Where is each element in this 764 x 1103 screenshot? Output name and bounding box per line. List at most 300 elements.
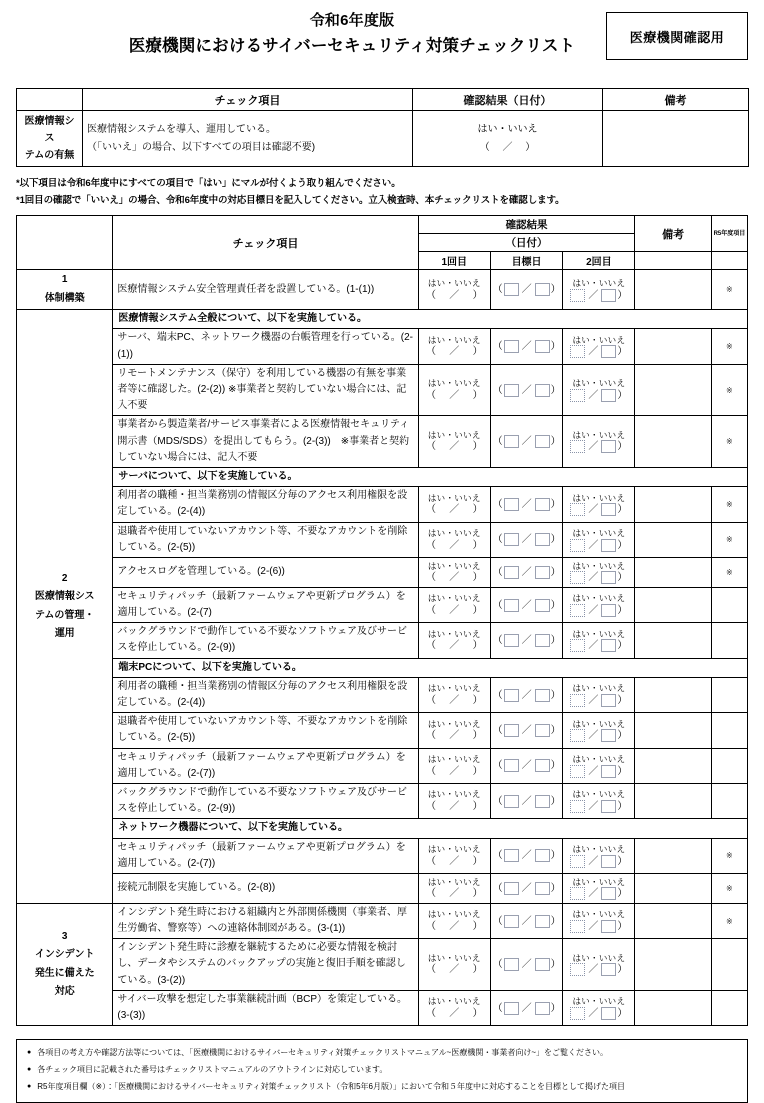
date-entry[interactable]: ／ ） [563, 604, 634, 617]
yes-no-label[interactable]: はい・いいえ [427, 429, 481, 440]
month-box[interactable] [570, 800, 585, 813]
r5-marker-cell [711, 783, 747, 818]
r5-marker-cell [711, 939, 747, 991]
checklist-row [17, 623, 748, 658]
r5-marker-cell: ※ [711, 416, 747, 468]
month-box[interactable] [504, 689, 519, 702]
target-date-entry[interactable]: （ ／ ） [492, 436, 561, 448]
section-subheading: 医療情報システム全般について、以下を実施している。 [113, 310, 748, 329]
month-box[interactable] [504, 435, 519, 448]
yes-no-label[interactable]: はい・いいえ [427, 628, 481, 639]
date-entry[interactable]: （ ／ ） [426, 346, 483, 358]
result-cell-first[interactable] [418, 838, 490, 873]
date-entry[interactable]: （ ／ ） [426, 1007, 483, 1019]
month-box[interactable] [570, 289, 585, 302]
yes-no-label[interactable]: はい・いいえ [572, 560, 626, 571]
day-box[interactable] [535, 384, 550, 397]
yes-no-label[interactable]: はい・いいえ [427, 876, 481, 887]
yes-no-label[interactable]: はい・いいえ [572, 429, 626, 440]
yes-no-label[interactable]: はい・いいえ [427, 789, 481, 800]
date-entry[interactable]: ／ ） [563, 440, 634, 453]
date-entry[interactable]: （ ／ ） [426, 572, 483, 584]
date-entry[interactable]: （ ／ ） [426, 539, 483, 551]
main-biko-header: 備考 [635, 216, 711, 252]
date-entry[interactable]: ／ ） [563, 503, 634, 516]
table-a-row [17, 111, 749, 167]
date-entry[interactable]: ／ ） [563, 289, 634, 302]
yes-no-label[interactable]: はい・いいえ [427, 277, 481, 288]
target-date-entry[interactable]: （ ／ ） [492, 341, 561, 353]
checklist-row [17, 416, 748, 468]
result-cell-first[interactable] [418, 677, 490, 712]
table-a-category [17, 111, 83, 167]
yes-no-label[interactable]: はい・いいえ [572, 593, 626, 604]
result-cell-first[interactable] [418, 329, 490, 364]
month-box[interactable] [570, 345, 585, 358]
result-cell-target-date[interactable] [490, 990, 562, 1025]
date-entry[interactable]: ／ ） [563, 345, 634, 358]
biko-cell[interactable] [635, 487, 711, 522]
result-cell-second[interactable] [563, 416, 635, 468]
day-box[interactable] [535, 634, 550, 647]
month-box[interactable] [504, 498, 519, 511]
month-box[interactable] [570, 729, 585, 742]
biko-cell[interactable] [635, 677, 711, 712]
yes-no-label[interactable]: はい・いいえ [572, 952, 626, 963]
yes-no-label[interactable]: はい・いいえ [572, 843, 626, 854]
result-cell-target-date[interactable] [490, 557, 562, 587]
date-entry[interactable]: （ ／ ） [426, 800, 483, 812]
result-cell-target-date[interactable] [490, 873, 562, 903]
result-cell-first[interactable] [418, 939, 490, 991]
result-cell-target-date[interactable] [490, 587, 562, 622]
main-date-header: （日付） [418, 234, 635, 252]
result-cell-target-date[interactable] [490, 783, 562, 818]
day-box[interactable] [601, 729, 616, 742]
checklist-item-text: バックグラウンドで動作している不要なソフトウェア及びサービスを停止している。(2-(9)) [113, 783, 418, 818]
target-date-entry[interactable]: （ ／ ） [492, 534, 561, 546]
target-date-entry[interactable]: （ ／ ） [492, 959, 561, 971]
checklist-row [17, 487, 748, 522]
date-entry[interactable]: （ ／ ） [426, 920, 483, 932]
month-box[interactable] [504, 340, 519, 353]
footer-note [25, 1062, 741, 1079]
checklist-item-text: セキュリティパッチ（最新ファームウェアや更新プログラム）を適用している。(2-(7)) [113, 838, 418, 873]
yes-no-label[interactable]: はい・いいえ [427, 909, 481, 920]
result-cell-second[interactable] [563, 329, 635, 364]
month-box[interactable] [504, 384, 519, 397]
bullet-icon: ● [27, 1049, 32, 1057]
day-box[interactable] [601, 1007, 616, 1020]
date-entry[interactable]: ／ ） [563, 639, 634, 652]
biko-cell[interactable] [635, 990, 711, 1025]
month-box[interactable] [570, 887, 585, 900]
main-header-row-1 [17, 216, 748, 234]
date-entry[interactable]: ／ ） [563, 539, 634, 552]
result-cell-second[interactable] [563, 587, 635, 622]
date-entry[interactable]: ／ ） [563, 694, 634, 707]
checklist-item-text: 事業者から製造業者/サービス事業者による医療情報セキュリティ開示書（MDS/SDS）を提出してもらう。(2-(3)) ※事業者と契約していない場合には、記入不要 [113, 416, 418, 468]
r5-marker-cell: ※ [711, 903, 747, 938]
yes-no-label[interactable]: はい・いいえ [427, 952, 481, 963]
month-box[interactable] [570, 571, 585, 584]
result-cell-target-date[interactable] [490, 416, 562, 468]
yes-no-label[interactable]: はい・いいえ [427, 843, 481, 854]
day-box[interactable] [535, 724, 550, 737]
yes-no-label[interactable]: はい・いいえ [427, 560, 481, 571]
month-box[interactable] [504, 958, 519, 971]
section-subheading: サーバについて、以下を実施している。 [113, 467, 748, 486]
day-box[interactable] [535, 283, 550, 296]
result-cell-first[interactable] [418, 364, 490, 416]
day-box[interactable] [601, 920, 616, 933]
yes-no-label[interactable]: はい・いいえ [572, 996, 626, 1007]
day-box[interactable] [601, 503, 616, 516]
date-entry[interactable]: （ ／ ） [426, 504, 483, 516]
target-date-entry[interactable]: （ ／ ） [492, 566, 561, 578]
day-box[interactable] [535, 435, 550, 448]
day-box[interactable] [535, 599, 550, 612]
biko-cell[interactable] [635, 416, 711, 468]
date-entry[interactable]: （ ／ ） [426, 640, 483, 652]
main-r5-header: R5年度項目 [711, 216, 747, 252]
result-cell-second[interactable] [563, 623, 635, 658]
yes-no-label[interactable]: はい・いいえ [572, 492, 626, 503]
day-box[interactable] [601, 289, 616, 302]
yes-no-label[interactable]: はい・いいえ [572, 628, 626, 639]
main-checklist-table [16, 215, 748, 1026]
day-box[interactable] [601, 963, 616, 976]
date-entry[interactable]: （ ／ ） [426, 389, 483, 401]
result-cell-first[interactable] [418, 783, 490, 818]
target-date-entry[interactable]: （ ／ ） [492, 689, 561, 701]
yes-no-label[interactable]: はい・いいえ [427, 593, 481, 604]
month-box[interactable] [570, 440, 585, 453]
yes-no-label[interactable]: はい・いいえ [427, 492, 481, 503]
checklist-item-text: セキュリティパッチ（最新ファームウェアや更新プログラム）を適用している。(2-(7) [113, 587, 418, 622]
day-box[interactable] [601, 571, 616, 584]
checklist-row [17, 522, 748, 557]
biko-cell[interactable] [635, 270, 711, 310]
target-date-entry[interactable]: （ ／ ） [492, 795, 561, 807]
yes-no-label[interactable]: はい・いいえ [427, 334, 481, 345]
yes-no-label[interactable]: はい・いいえ [427, 683, 481, 694]
month-box[interactable] [570, 694, 585, 707]
r5-marker-cell: ※ [711, 873, 747, 903]
month-box[interactable] [504, 882, 519, 895]
result-cell-second[interactable] [563, 903, 635, 938]
month-box[interactable] [570, 1007, 585, 1020]
day-box[interactable] [601, 345, 616, 358]
date-entry[interactable]: ／ ） [563, 920, 634, 933]
r5-marker-cell: ※ [711, 487, 747, 522]
biko-cell[interactable] [635, 783, 711, 818]
month-box[interactable] [504, 915, 519, 928]
result-cell-target-date[interactable] [490, 713, 562, 748]
day-box[interactable] [601, 765, 616, 778]
result-cell-second[interactable] [563, 364, 635, 416]
date-entry[interactable]: ／ ） [563, 389, 634, 402]
day-box[interactable] [601, 440, 616, 453]
target-date-entry[interactable]: （ ／ ） [492, 634, 561, 646]
yes-no-label[interactable]: はい・いいえ [572, 277, 626, 288]
biko-cell[interactable] [635, 364, 711, 416]
yes-no-label[interactable]: はい・いいえ [572, 527, 626, 538]
month-box[interactable] [504, 1002, 519, 1015]
date-entry[interactable]: ／ ） [563, 800, 634, 813]
table-a-check-item-header: チェック項目 [83, 89, 413, 111]
yes-no-label[interactable]: はい・いいえ [427, 753, 481, 764]
biko-cell[interactable] [635, 557, 711, 587]
day-box[interactable] [601, 604, 616, 617]
biko-cell[interactable] [635, 873, 711, 903]
table-a-header-row [17, 89, 749, 111]
r5-marker-cell: ※ [711, 329, 747, 364]
date-entry[interactable]: ／ ） [563, 855, 634, 868]
result-cell-target-date[interactable] [490, 677, 562, 712]
month-box[interactable] [504, 283, 519, 296]
day-box[interactable] [601, 539, 616, 552]
result-cell-target-date[interactable] [490, 838, 562, 873]
result-cell-second[interactable] [563, 838, 635, 873]
checklist-row [17, 713, 748, 748]
table-a-biko-cell[interactable] [603, 111, 749, 167]
result-cell-first[interactable] [418, 557, 490, 587]
day-box[interactable] [535, 1002, 550, 1015]
checklist-row [17, 748, 748, 783]
result-cell-target-date[interactable] [490, 748, 562, 783]
result-cell-second[interactable] [563, 713, 635, 748]
target-date-entry[interactable]: （ ／ ） [492, 915, 561, 927]
day-box[interactable] [535, 958, 550, 971]
result-cell-target-date[interactable] [490, 270, 562, 310]
day-box[interactable] [535, 915, 550, 928]
result-cell-second[interactable] [563, 487, 635, 522]
month-box[interactable] [570, 639, 585, 652]
yes-no-label[interactable]: はい・いいえ [427, 996, 481, 1007]
section-subheading: 端末PCについて、以下を実施している。 [113, 658, 748, 677]
target-date-entry[interactable]: （ ／ ） [492, 284, 561, 296]
date-entry[interactable]: （ ／ ） [426, 604, 483, 616]
table-a-blank-header [17, 89, 83, 111]
yes-no-label[interactable]: はい・いいえ [572, 753, 626, 764]
day-box[interactable] [535, 498, 550, 511]
month-box[interactable] [504, 566, 519, 579]
yes-no-label[interactable]: はい・いいえ [427, 718, 481, 729]
yes-no-label[interactable]: はい・いいえ [427, 378, 481, 389]
result-cell-second[interactable] [563, 557, 635, 587]
r5-marker-cell: ※ [711, 557, 747, 587]
yes-no-label[interactable]: はい・いいえ [572, 718, 626, 729]
category-name-line: 対応 [54, 986, 75, 998]
result-cell-first[interactable] [418, 713, 490, 748]
checklist-item-text: インシデント発生時における組織内と外部関係機関（事業者、厚生労働省、警察等）への連絡体制図がある。(3-(1)) [113, 903, 418, 938]
month-box[interactable] [570, 539, 585, 552]
day-box[interactable] [601, 800, 616, 813]
result-cell-second[interactable] [563, 677, 635, 712]
result-cell-second[interactable] [563, 783, 635, 818]
category-cell [17, 903, 113, 1025]
target-date-entry[interactable]: （ ／ ） [492, 760, 561, 772]
result-cell-second[interactable] [563, 748, 635, 783]
date-entry[interactable]: （ ／ ） [426, 964, 483, 976]
date-entry[interactable]: ／ ） [563, 1007, 634, 1020]
result-cell-first[interactable] [418, 522, 490, 557]
date-entry[interactable]: ／ ） [563, 729, 634, 742]
day-box[interactable] [601, 855, 616, 868]
month-box[interactable] [504, 849, 519, 862]
checklist-row [17, 587, 748, 622]
result-cell-second[interactable] [563, 270, 635, 310]
biko-cell[interactable] [635, 587, 711, 622]
checklist-item-text: 退職者や使用していないアカウント等、不要なアカウントを削除している。(2-(5)) [113, 713, 418, 748]
result-cell-first[interactable] [418, 748, 490, 783]
date-entry[interactable]: （ ／ ） [426, 888, 483, 900]
yes-no-label[interactable]: はい・いいえ [572, 378, 626, 389]
biko-cell[interactable] [635, 329, 711, 364]
date-entry[interactable]: （ ／ ） [426, 730, 483, 742]
yes-no-label[interactable]: はい・いいえ [572, 789, 626, 800]
date-entry[interactable]: （ ／ ） [426, 441, 483, 453]
date-entry[interactable]: ／ ） [563, 887, 634, 900]
yes-no-label[interactable]: はい・いいえ [572, 334, 626, 345]
month-box[interactable] [570, 855, 585, 868]
checklist-row [17, 329, 748, 364]
instruction-note-2: *1回目の確認で「いいえ」の場合、令和6年度中の対応目標日を記入してください。立入検査時、本チェックリストを確認します。 [16, 194, 565, 206]
month-box[interactable] [570, 389, 585, 402]
biko-cell[interactable] [635, 623, 711, 658]
biko-cell[interactable] [635, 838, 711, 873]
result-cell-target-date[interactable] [490, 939, 562, 991]
biko-cell[interactable] [635, 939, 711, 991]
day-box[interactable] [535, 566, 550, 579]
result-cell-target-date[interactable] [490, 329, 562, 364]
yes-no-label[interactable]: はい・いいえ [427, 527, 481, 538]
bullet-icon: ● [27, 1065, 32, 1073]
table-a-date[interactable]: （ ／ ） [479, 141, 536, 153]
target-date-entry[interactable]: （ ／ ） [492, 724, 561, 736]
date-entry[interactable]: （ ／ ） [426, 694, 483, 706]
date-entry[interactable]: （ ／ ） [426, 289, 483, 301]
day-box[interactable] [535, 533, 550, 546]
date-entry[interactable]: （ ／ ） [426, 765, 483, 777]
footer-note-text: 各チェック項目に記載された番号はチェックリストマニュアルのアウトラインに対応しています。 [37, 1064, 388, 1074]
category-number: 3 [61, 930, 68, 942]
result-cell-first[interactable] [418, 487, 490, 522]
month-box[interactable] [504, 533, 519, 546]
result-cell-first[interactable] [418, 873, 490, 903]
result-cell-first[interactable] [418, 587, 490, 622]
result-cell-target-date[interactable] [490, 364, 562, 416]
result-cell-target-date[interactable] [490, 903, 562, 938]
r5-marker-cell [711, 990, 747, 1025]
table-a-category-line2: テムの有無 [24, 150, 75, 161]
page-title-year: 令和6年度版 [309, 12, 395, 29]
main-check-item-header: チェック項目 [113, 216, 418, 270]
day-box[interactable] [535, 882, 550, 895]
day-box[interactable] [601, 639, 616, 652]
month-box[interactable] [504, 724, 519, 737]
biko-cell[interactable] [635, 522, 711, 557]
biko-cell[interactable] [635, 713, 711, 748]
day-box[interactable] [601, 694, 616, 707]
day-box[interactable] [535, 795, 550, 808]
table-a-result-cell[interactable] [413, 111, 603, 167]
table-a-yes-no[interactable]: はい・いいえ [477, 123, 538, 135]
biko-cell[interactable] [635, 748, 711, 783]
result-cell-second[interactable] [563, 939, 635, 991]
page-header [0, 0, 764, 76]
target-date-entry[interactable]: （ ／ ） [492, 384, 561, 396]
month-box[interactable] [570, 920, 585, 933]
stamp-box [606, 12, 748, 60]
checklist-row [17, 873, 748, 903]
table-a-category-line1: 医療情報シス [24, 116, 75, 144]
target-date-entry[interactable]: （ ／ ） [492, 882, 561, 894]
category-name-line: 発生に備えた [34, 967, 95, 979]
month-box[interactable] [504, 599, 519, 612]
result-cell-second[interactable] [563, 873, 635, 903]
result-cell-target-date[interactable] [490, 487, 562, 522]
result-cell-second[interactable] [563, 990, 635, 1025]
result-cell-second[interactable] [563, 522, 635, 557]
yes-no-label[interactable]: はい・いいえ [572, 909, 626, 920]
page-title: 医療機関におけるサイバーセキュリティ対策チェックリスト [128, 36, 576, 55]
target-date-entry[interactable]: （ ／ ） [492, 1002, 561, 1014]
r5-marker-cell: ※ [711, 522, 747, 557]
main-blank-header [17, 216, 113, 270]
date-entry[interactable]: ／ ） [563, 765, 634, 778]
day-box[interactable] [535, 689, 550, 702]
day-box[interactable] [601, 887, 616, 900]
result-cell-first[interactable] [418, 270, 490, 310]
biko-cell[interactable] [635, 903, 711, 938]
result-cell-first[interactable] [418, 990, 490, 1025]
date-entry[interactable]: （ ／ ） [426, 855, 483, 867]
date-entry[interactable]: ／ ） [563, 963, 634, 976]
result-cell-target-date[interactable] [490, 623, 562, 658]
main-biko-header-spacer [635, 252, 711, 270]
checklist-row [17, 990, 748, 1025]
month-box[interactable] [504, 759, 519, 772]
table-a-item [83, 111, 413, 167]
target-date-entry[interactable]: （ ／ ） [492, 498, 561, 510]
day-box[interactable] [535, 340, 550, 353]
target-date-entry[interactable]: （ ／ ） [492, 850, 561, 862]
category-name-line: テムの管理・ [34, 609, 95, 621]
month-box[interactable] [504, 634, 519, 647]
month-box[interactable] [504, 795, 519, 808]
category-number: 1 [61, 274, 68, 286]
yes-no-label[interactable]: はい・いいえ [572, 683, 626, 694]
result-cell-first[interactable] [418, 623, 490, 658]
r5-marker-cell [711, 587, 747, 622]
result-cell-first[interactable] [418, 416, 490, 468]
month-box[interactable] [570, 765, 585, 778]
checklist-item-text: 利用者の職種・担当業務別の情報区分毎のアクセス利用権限を設定している。(2-(4)) [113, 677, 418, 712]
day-box[interactable] [601, 389, 616, 402]
month-box[interactable] [570, 503, 585, 516]
day-box[interactable] [535, 849, 550, 862]
target-date-entry[interactable]: （ ／ ） [492, 599, 561, 611]
month-box[interactable] [570, 963, 585, 976]
result-cell-first[interactable] [418, 903, 490, 938]
day-box[interactable] [535, 759, 550, 772]
yes-no-label[interactable]: はい・いいえ [572, 876, 626, 887]
month-box[interactable] [570, 604, 585, 617]
result-cell-target-date[interactable] [490, 522, 562, 557]
date-entry[interactable]: ／ ） [563, 571, 634, 584]
